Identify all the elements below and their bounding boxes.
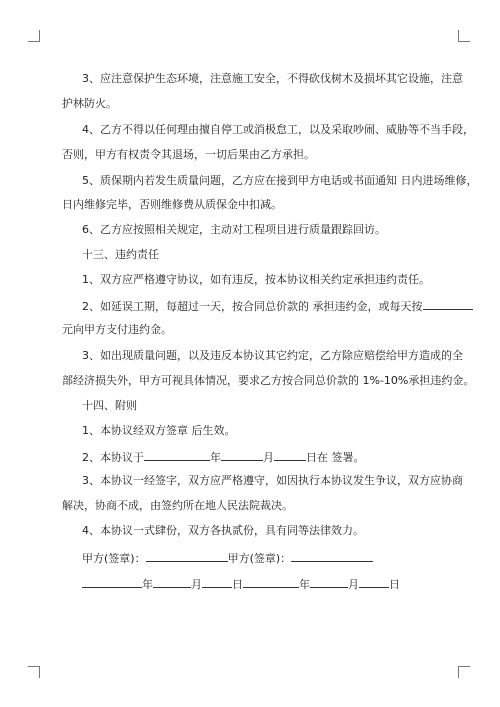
date-1-year-label: 年 xyxy=(142,578,153,591)
clause-12-3-line-1: 3、应注意保护生态环境，注意施工安全，不得砍伐树木及损坏其它设施，注意 xyxy=(82,72,463,85)
clause-12-6: 6、乙方应按照相关规定，主动对工程项目进行质量跟踪回访。 xyxy=(82,223,386,236)
date-2-day-label: 日 xyxy=(389,578,400,591)
blank-sign-month xyxy=(221,449,263,461)
clause-14-3-line-1: 3、本协议一经签字，双方应严格遵守，如因执行本协议发生争议，双方应协商 xyxy=(82,474,463,487)
crop-mark-bottom-left xyxy=(28,666,40,678)
date-2-year-label: 年 xyxy=(299,578,310,591)
date-2-month-label: 月 xyxy=(348,578,359,591)
date-1-month-blank xyxy=(153,576,191,588)
sign-year-label: 年 xyxy=(210,451,221,464)
party-a2-sign-blank xyxy=(291,550,373,562)
date-line xyxy=(82,576,452,592)
date-1-year-blank xyxy=(82,576,142,588)
clause-13-2-line-1 xyxy=(82,298,452,314)
clause-12-4-line-2: 否则，甲方有权责令其退场，一切后果由乙方承担。 xyxy=(62,148,315,161)
crop-mark-bottom-right xyxy=(458,666,470,678)
date-2-year-blank xyxy=(243,576,299,588)
date-2-day-blank xyxy=(359,576,389,588)
party-a2-label: 甲方(签章)： xyxy=(227,552,292,565)
date-1-month-label: 月 xyxy=(191,578,202,591)
party-a-label: 甲方(签章)： xyxy=(82,552,146,565)
clause-13-3-line-1: 3、如出现质量问题，以及违反本协议其它约定，乙方除应赔偿给甲方造成的全 xyxy=(82,349,463,362)
section-14-title: 十四、附则 xyxy=(82,399,137,412)
sign-day-label: 日在 签署。 xyxy=(306,451,365,464)
clause-14-4: 4、本协议一式肆份，双方各执贰份，具有同等法律效力。 xyxy=(82,524,364,537)
clause-13-2-text: 2、如延误工期，每超过一天，按合同总价款的 承担违约金，或每天按 xyxy=(82,300,423,313)
blank-sign-year xyxy=(144,449,210,461)
clause-12-5-line-2: 日内维修完毕，否则维修费从质保金中扣减。 xyxy=(62,198,282,211)
clause-12-4-line-1: 4、乙方不得以任何理由擅自停工或消极怠工，以及采取吵闹、威胁等不当手段， xyxy=(82,123,474,136)
clause-13-1: 1、双方应严格遵守协议，如有违反，按本协议相关约定承担违约责任。 xyxy=(82,273,430,286)
date-2-month-blank xyxy=(310,576,348,588)
clause-12-3-line-2: 护林防火。 xyxy=(62,97,117,110)
clause-13-2-line-2: 元向甲方支付违约金。 xyxy=(62,323,172,336)
date-1-day-blank xyxy=(202,576,232,588)
crop-mark-top-right xyxy=(458,30,470,42)
clause-14-3-line-2: 解决，协商不成，由签约所在地人民法院裁决。 xyxy=(62,499,293,512)
party-a-sign-blank xyxy=(146,550,228,562)
clause-14-1: 1、本协议经双方签章 后生效。 xyxy=(82,424,236,437)
blank-sign-day xyxy=(274,449,306,461)
sign-month-label: 月 xyxy=(263,451,274,464)
clause-14-2-prefix: 2、本协议于 xyxy=(82,451,144,464)
clause-13-3-line-2: 部经济损失外，甲方可视具体情况，要求乙方按合同总价款的 1%-10%承担违约金。 xyxy=(62,374,475,387)
clause-14-2 xyxy=(82,449,452,465)
signature-line xyxy=(82,550,452,566)
clause-12-5-line-1: 5、质保期内若发生质量问题，乙方应在接到甲方电话或书面通知 日内进场维修， xyxy=(82,174,478,187)
crop-mark-top-left xyxy=(28,30,40,42)
blank-daily-amount xyxy=(423,298,473,310)
section-13-title: 十三、违约责任 xyxy=(82,248,159,261)
date-1-day-label: 日 xyxy=(232,578,243,591)
